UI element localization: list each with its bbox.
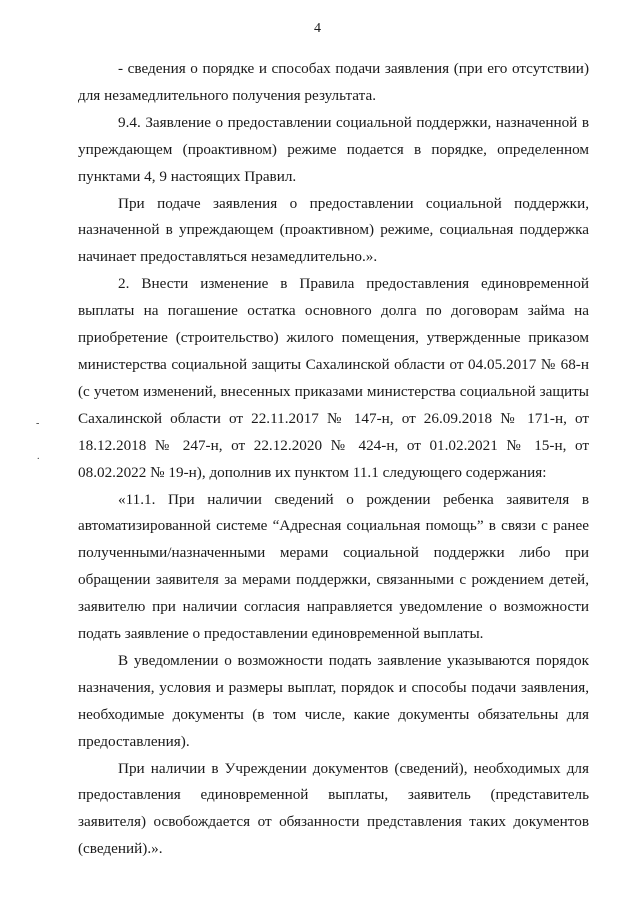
paragraph-11-1: «11.1. При наличии сведений о рождении ребенка заявителя в автоматизированной системе “Адресная социальная помощь” в связи с ранее полученными/назначенными мерами социальной поддержки либо при обращении заявителя за мерами поддержки, связанными с рождением детей, заявителю при наличии согласия направляется уведомление о возможности подать заявление о предоставлении единовременной выплаты. (78, 490, 589, 643)
paragraph-proactive-support: При подаче заявления о предоставлении социальной поддержки, назначенной в упреждающем (проактивном) режиме, социальная поддержка начинает предоставляться незамедлительно.». (78, 194, 589, 266)
margin-mark: - (36, 418, 40, 429)
paragraph-amendment-2: 2. Внести изменение в Правила предоставления единовременной выплаты на погашение остатка основного долга по договорам займа на приобретение (строительство) жилого помещения, утвержденные приказом министерства социальной защиты Сахалинской области от 04.05.2017 № 68-н (с учетом изменений, внесенных приказами министерства социальной защиты Сахалинской области от 22.11.2017 № 147-н, от 26.09.2018 № 171-н, от 18.12.2018 № 247-н, от 22.12.2020 № 424-н, от 01.02.2021 № 15-н, от 08.02.2022 № 19-н), дополнив их пунктом 11.1 следующего содержания: (78, 275, 589, 481)
margin-mark: . (37, 451, 40, 462)
paragraph-notification: В уведомлении о возможности подать заявление указываются порядок назначения, условия и размеры выплат, порядок и способы подачи заявления, необходимые документы (в том числе, какие документы обязательны для предоставления). (78, 651, 589, 750)
paragraph-documents: При наличии в Учреждении документов (сведений), необходимых для предоставления единовременной выплаты, заявитель (представитель заявителя) освобождается от обязанности представления таких документов (сведений).». (78, 759, 589, 858)
page-number: 4 (314, 21, 321, 36)
document-body (78, 56, 589, 863)
paragraph-9-4: 9.4. Заявление о предоставлении социальной поддержки, назначенной в упреждающем (проактивном) режиме подается в порядке, определенном пунктами 4, 9 настоящих Правил. (78, 113, 589, 185)
paragraph-application-info: - сведения о порядке и способах подачи заявления (при его отсутствии) для незамедлительного получения результата. (78, 60, 589, 104)
